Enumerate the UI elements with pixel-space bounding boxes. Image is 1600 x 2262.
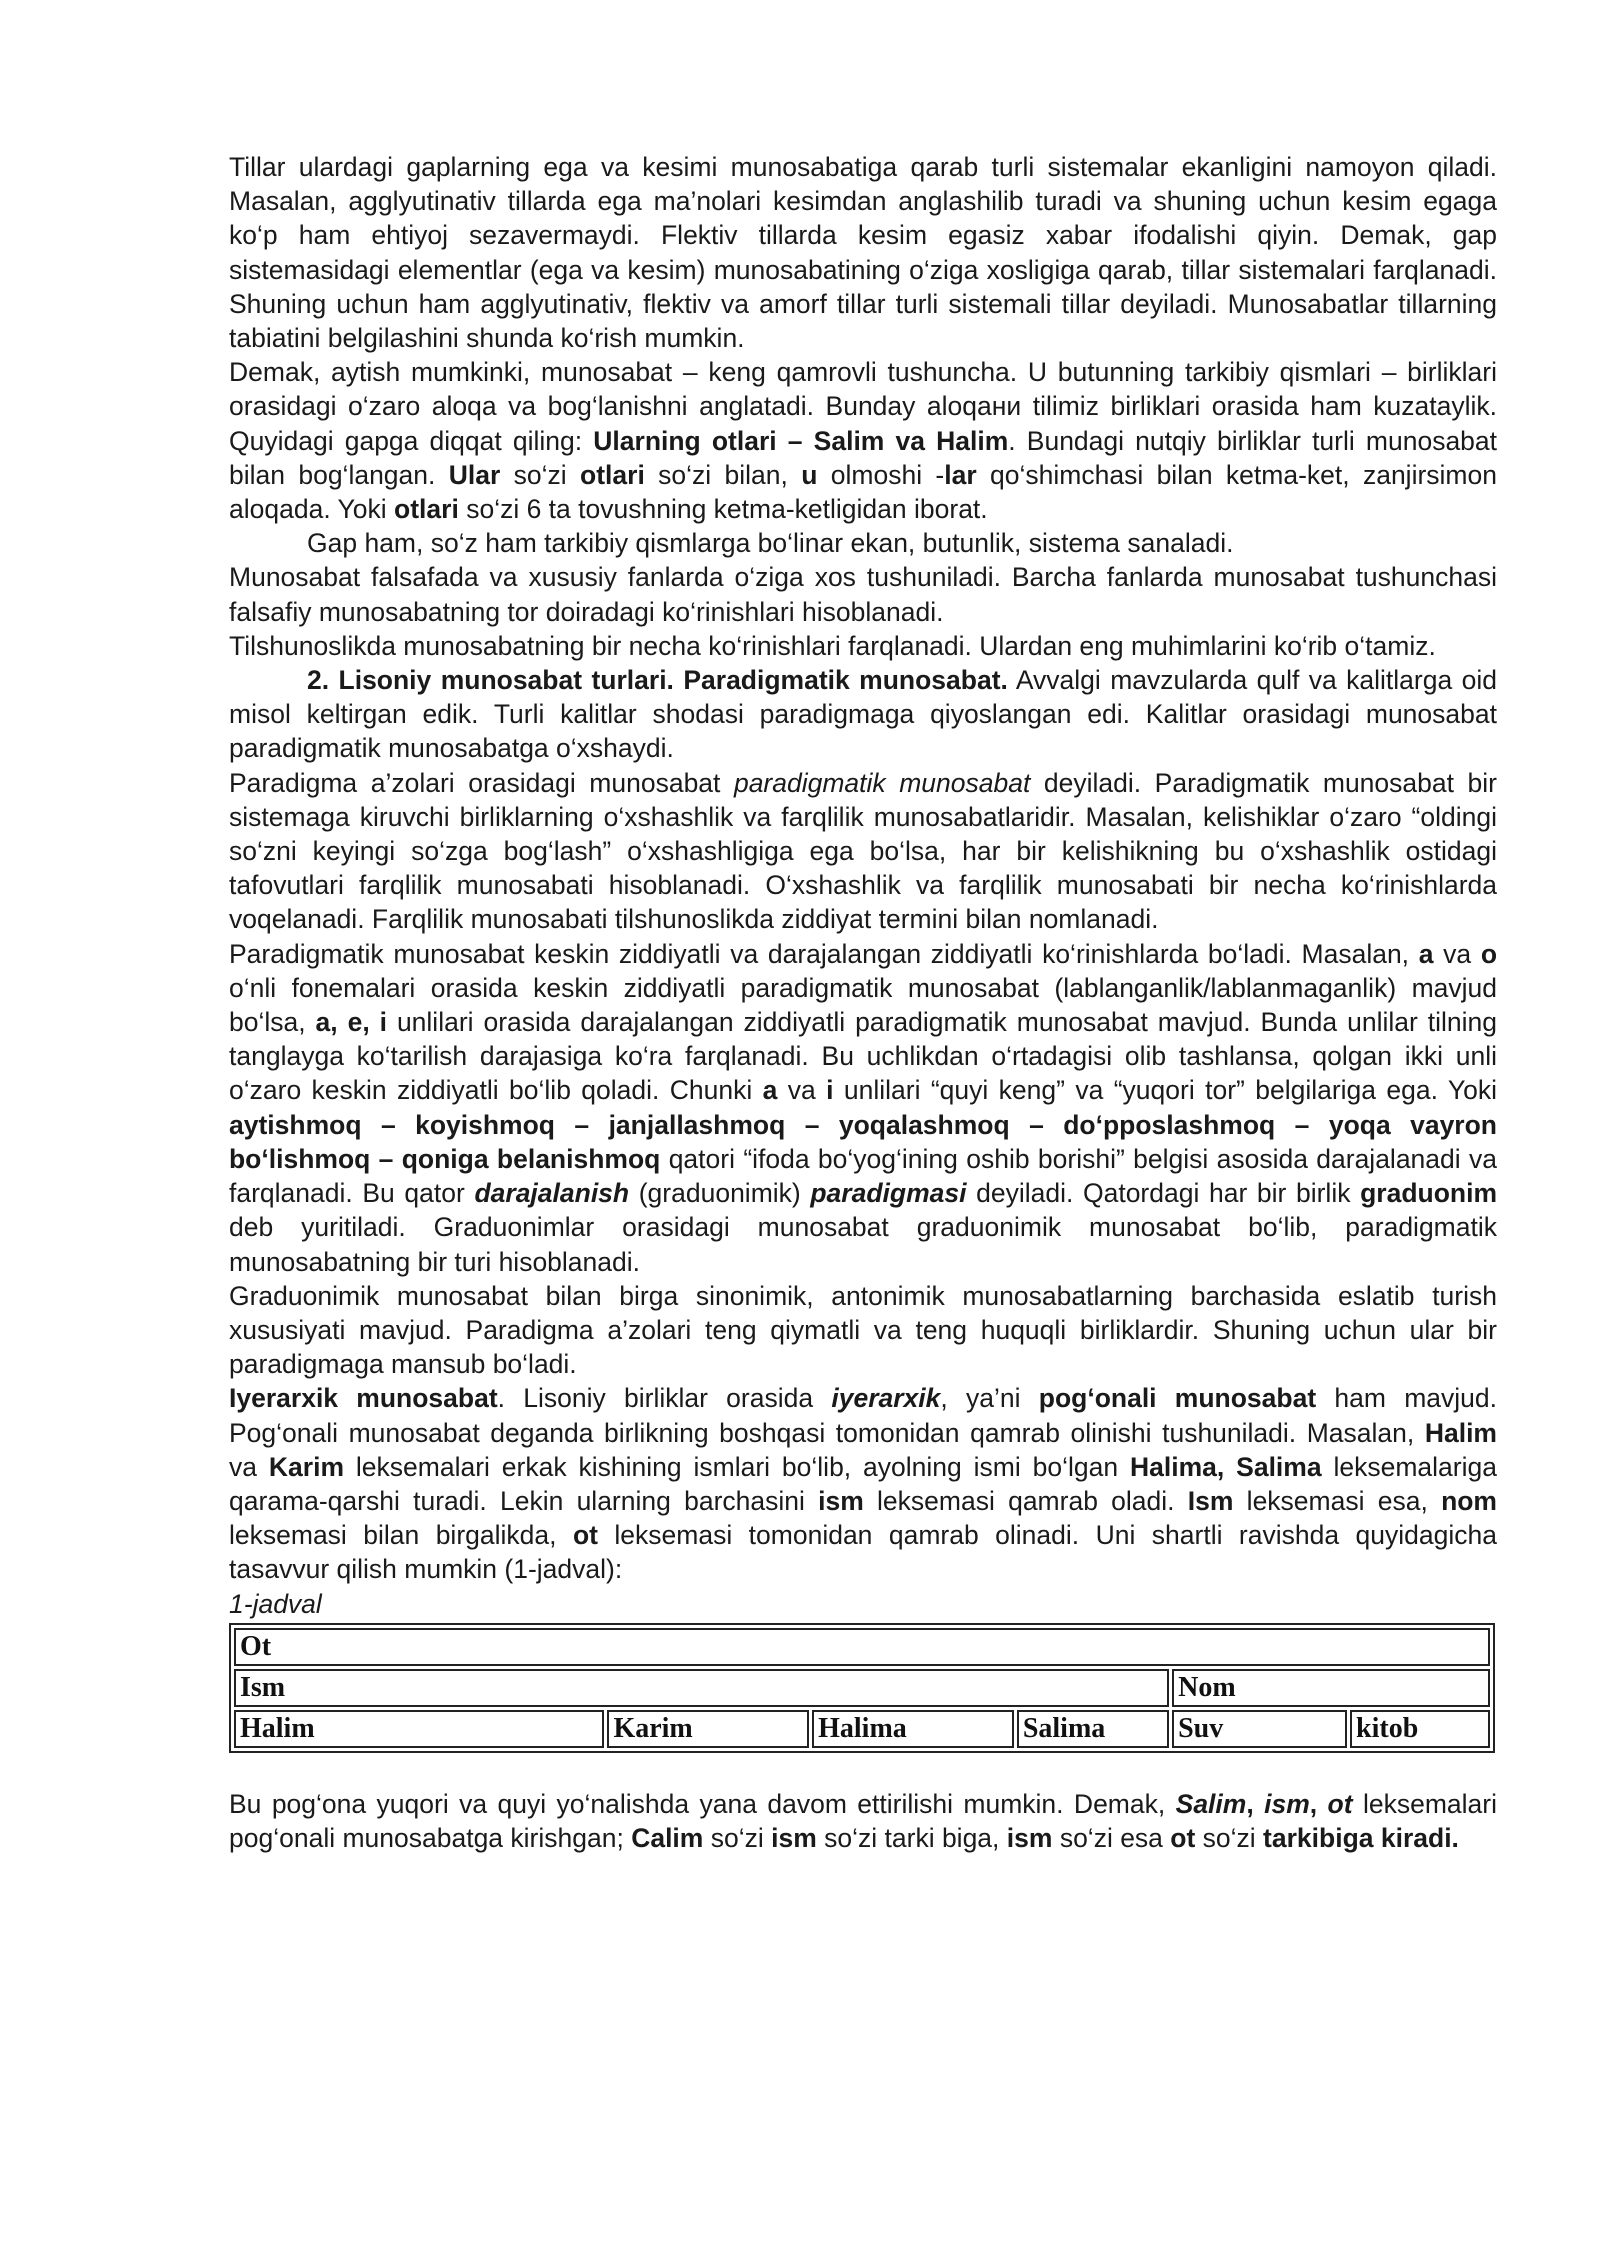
table-row	[234, 1710, 1490, 1748]
table-cell-suv: Suv	[1172, 1710, 1347, 1748]
table-cell-halima: Halima	[812, 1710, 1014, 1748]
table-cell-halim: Halim	[234, 1710, 604, 1748]
section-heading-paragraph: 2. Lisoniy munosabat turlari. Paradigmatik munosabat. Avvalgi mavzularda qulf va kalitlarga oid misol keltirgan edik. Turli kalitlar shodasi paradigmaga qiyoslangan edi. Kalitlar orasidagi munosabat paradigmatik munosabatga o‘xshaydi.	[229, 665, 1497, 764]
table-caption: 1-jadval	[229, 1588, 322, 1619]
paragraph-4: Munosabat falsafada va xususiy fanlarda o‘ziga xos tushuniladi. Barcha fanlarda munosabat tushunchasi falsafiy munosabatning tor doiradagi ko‘rinishlari hisoblanadi.	[229, 562, 1497, 627]
paragraph-3: Gap ham, so‘z ham tarkibiy qismlarga bo‘linar ekan, butunlik, sistema sanaladi.	[307, 528, 1234, 559]
table-cell-ism: Ism	[234, 1669, 1169, 1707]
table-cell-ot: Ot	[234, 1628, 1490, 1666]
table-row	[234, 1669, 1490, 1707]
paragraph-5: Tilshunoslikda munosabatning bir necha ko‘rinishlari farqlanadi. Ulardan eng muhimlarini ko‘rib o‘tamiz.	[229, 630, 1436, 661]
paragraph-8: Paradigmatik munosabat keskin ziddiyatli va darajalangan ziddiyatli ko‘rinishlarda bo‘ladi. Masalan, a va o o‘nli fonemalari orasida keskin ziddiyatli paradigmatik munosabat (lablanganlik/lablanmaganlik) mavjud bo‘lsa, a, e, i unlilari orasida darajalangan ziddiyatli paradigmatik munosabat mavjud. Bunda unlilar tilning tanglayga ko‘tarilish darajasiga ko‘ra farqlanadi. Bu uchlikdan o‘rtadagisi olib tashlansa, qolgan ikki unli o‘zaro keskin ziddiyatli bo‘lib qoladi. Chunki a va i unlilari “quyi keng” va “yuqori tor” belgilariga ega. Yoki aytishmoq – koyishmoq – janjallashmoq – yoqalashmoq – do‘pposlashmoq – yoqa vayron bo‘lishmoq – qoniga belanishmoq qatori “ifoda bo‘yog‘ining oshib borishi” belgisi asosida darajalanadi va farqlanadi. Bu qator darajalanish (graduonimik) paradigmasi deyiladi. Qatordagi har bir birlik graduonim deb yuritiladi. Graduonimlar orasidagi munosabat graduonimik munosabat bo‘lib, paradigmatik munosabatning bir turi hisoblanadi.	[229, 938, 1498, 1277]
paragraph-7: Paradigma a’zolari orasidagi munosabat paradigmatik munosabat deyiladi. Paradigmatik munosabat bir sistemaga kiruvchi birliklarning o‘xshashlik va farqlilik munosabatlaridir. Masalan, kelishiklar o‘zaro “oldingi so‘zni keyingi so‘zga bog‘lash” o‘xshashligiga ega bo‘lsa, har bir kelishikning bu o‘xshashlik ostidagi tafovutlari farqlilik munosabati hisoblanadi. O‘xshashlik va farqlilik munosabati bir necha ko‘rinishlarda voqelanadi. Farqlilik munosabati tilshunoslikda ziddiyat termini bilan nomlanadi.	[229, 767, 1497, 935]
paragraph-1: Tillar ulardagi gaplarning ega va kesimi munosabatiga qarab turli sistemalar ekanligini namoyon qiladi. Masalan, agglyutinativ tillarda ega ma’nolari kesimdan anglashilib turadi va shuning uchun kesim egaga ko‘p ham ehtiyoj sezavermaydi. Flektiv tillarda kesim egasiz xabar ifodalishi qiyin. Demak, gap sistemasidagi elementlar (ega va kesim) munosabatining o‘ziga xosligiga qarab, tillar sistemalari farqlanadi. Shuning uchun ham agglyutinativ, flektiv va amorf tillar turli sistemali tillar deyiladi. Munosabatlar tillarning tabiatini belgilashini shunda ko‘rish mumkin.	[229, 152, 1497, 354]
paragraph-9: Graduonimik munosabat bilan birga sinonimik, antonimik munosabatlarning barchasida eslatib turish xususiyati mavjud. Paradigma a’zolari teng qiymatli va teng huquqli birliklardir. Shuning uchun ular bir paradigmaga mansub bo‘ladi.	[229, 1280, 1497, 1380]
table-cell-salima: Salima	[1017, 1710, 1169, 1748]
table-row	[234, 1628, 1490, 1666]
paragraph-2: Demak, aytish mumkinki, munosabat – keng qamrovli tushuncha. U butunning tarkibiy qismlari – birliklari orasidagi o‘zaro aloqa va bog‘lanishni anglatadi. Bunday aloqaни tilimiz birliklari orasida ham kuzataylik. Quyidagi gapga diqqat qiling: Ularning otlari – Salim va Halim. Bundagi nutqiy birliklar turli munosabat bilan bog‘langan. Ular so‘zi otlari so‘zi bilan, u olmoshi -lar qo‘shimchasi bilan ketma-ket, zanjirsimon aloqada. Yoki otlari so‘zi 6 ta tovushning ketma-ketligidan iborat.	[229, 357, 1498, 525]
hierarchy-table	[229, 1623, 1495, 1753]
document-page	[229, 150, 1497, 1855]
section-heading: 2. Lisoniy munosabat turlari. Paradigmatik munosabat.	[307, 665, 1008, 696]
paragraph-11: Bu pog‘ona yuqori va quyi yo‘nalishda yana davom ettirilishi mumkin. Demak, Salim, ism, ot leksemalari pog‘onali munosabatga kirishgan; Calim so‘zi ism so‘zi tarki biga, ism so‘zi esa ot so‘zi tarkibiga kiradi.	[229, 1788, 1497, 1853]
table-cell-kitob: kitob	[1350, 1710, 1490, 1748]
table-cell-nom: Nom	[1172, 1669, 1490, 1707]
paragraph-10: Iyerarxik munosabat. Lisoniy birliklar orasida iyerarxik, ya’ni pog‘onali munosabat ham mavjud. Pog‘onali munosabat deganda birlikning boshqasi tomonidan qamrab olinishi tushuniladi. Masalan, Halim va Karim leksemalari erkak kishining ismlari bo‘lib, ayolning ismi bo‘lgan Halima, Salima leksemalariga qarama-qarshi turadi. Lekin ularning barchasini ism leksemasi qamrab oladi. Ism leksemasi esa, nom leksemasi bilan birgalikda, ot leksemasi tomonidan qamrab olinadi. Uni shartli ravishda quyidagicha tasavvur qilish mumkin (1-jadval):	[229, 1383, 1497, 1585]
table-cell-karim: Karim	[607, 1710, 809, 1748]
